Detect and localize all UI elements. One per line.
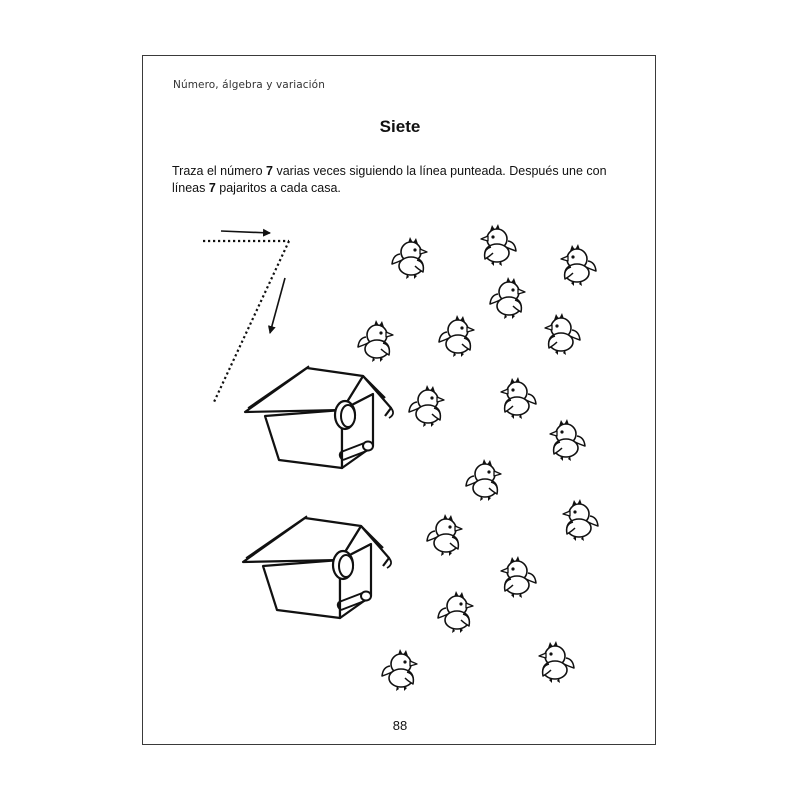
birdhouse-bottom [243,516,391,618]
bird [490,277,525,319]
instructions-part-2: varias veces siguiendo la línea punteada. Después une con líneas [172,164,607,195]
bird [409,385,444,427]
bird [439,315,474,357]
instructions-part-1: Traza el número [172,164,267,178]
instructions-part-3: pajaritos a cada casa. [215,181,341,195]
birdhouse-top [245,366,393,468]
bird [382,649,417,691]
section-header: Número, álgebra y variación [173,79,325,91]
bird [481,224,516,266]
instructions-number-1: 7 [266,164,273,178]
bird [427,514,462,556]
page-title: Siete [379,117,421,136]
bird [539,641,574,683]
bird [392,237,427,279]
horizontal-stroke-arrow [221,231,270,233]
bird [501,377,536,419]
bird [358,320,393,362]
bird [550,419,585,461]
page-number: 88 [392,718,408,733]
diagonal-stroke-arrow [270,278,285,333]
instructions-number-2: 7 [208,181,216,195]
bird [438,591,473,633]
bird [501,556,536,598]
bird [561,244,596,286]
bird [466,459,501,501]
bird [563,499,598,541]
number-seven-tracing-guide [203,231,289,402]
bird [545,313,580,355]
